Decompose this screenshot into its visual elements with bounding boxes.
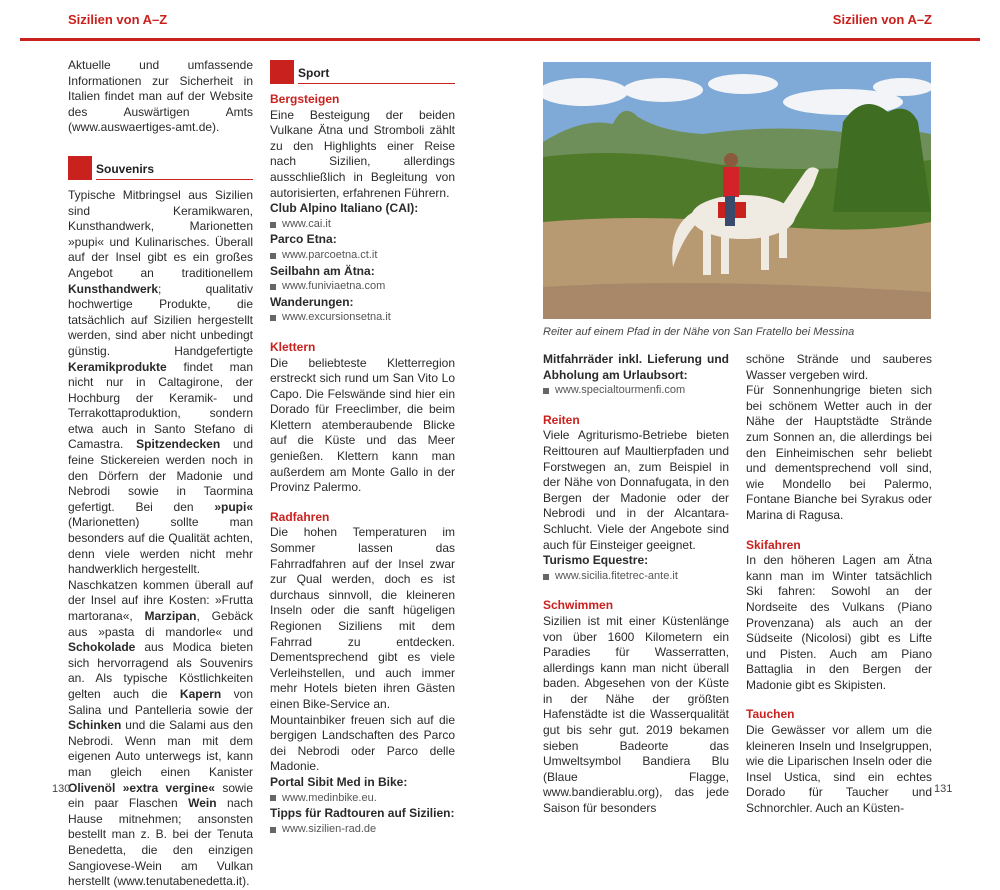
rider-photo [543, 62, 931, 319]
turismo-link[interactable] [543, 569, 729, 585]
text-run: findet man nicht nur in Caltagirone, der Hochburg der Keramik- und Terrakottaproduktion, sondern etwa auch in Santo Stefano di Camastra. [68, 359, 253, 452]
bullet-square-icon [543, 574, 549, 580]
souvenirs-text [68, 188, 253, 578]
tauchen-title: Tauchen [746, 707, 795, 722]
seilbahn-link-text[interactable]: www.funiviaetna.com [282, 280, 386, 293]
photo-caption: Reiter auf einem Pfad in der Nähe von San Fratello bei Messina [543, 326, 855, 338]
rider-photo-illustration [543, 62, 931, 319]
bullet-square-icon [270, 827, 276, 833]
bold-keyword: Schokolade [68, 640, 136, 655]
column-2 [270, 58, 455, 837]
naschkatzen-text [68, 578, 253, 890]
mitfahr-link[interactable] [543, 383, 729, 399]
sport-heading [270, 60, 455, 84]
column-3 [543, 352, 729, 817]
bold-keyword: Wein [188, 796, 217, 811]
parco-link-text[interactable]: www.parcoetna.ct.it [282, 248, 378, 261]
tauchen-text: Die Gewässer vor allem um die kleineren Inseln und Inselgruppen, wie die Liparischen Inseln oder die Insel Ustica, sind ein echtes Dorado für Taucher und Schnorchler. Auch an Küsten- [746, 723, 932, 816]
turismo-link-text[interactable]: www.sicilia.fitetrec-ante.it [555, 569, 678, 582]
klettern-text: Die beliebteste Kletterregion erstreckt sich rund um San Vito Lo Capo. Die Felswände sind hier ein Dorado für Freeclimber, die beim Klettern atemberaubende Blicke auf die Küste und das Meer genießen. Klettern kann man außerdem am Monte Gallo in der Provinz Palermo. [270, 355, 455, 495]
bullet-square-icon [270, 315, 276, 321]
schwimmen-cont-text: schöne Strände und sauberes Wasser vergeben wird. [746, 352, 932, 382]
souvenirs-title: Souvenirs [96, 162, 253, 180]
bold-keyword: »pupi« [214, 499, 253, 514]
wanderungen-label: Wanderungen: [270, 294, 354, 309]
mitfahr-label: Mitfahrräder inkl. Lieferung und Abholung am Urlaubsort: [543, 352, 729, 382]
mountainbike-text: Mountainbiker freuen sich auf die bergigen Landschaften des Parco dei Nebrodi oder Parco delle Madonie. [270, 712, 455, 774]
page-number-left: 130 [52, 783, 71, 795]
bold-keyword: Kunsthandwerk [68, 281, 159, 296]
klettern-title: Klettern [270, 339, 316, 354]
tipps-link-text[interactable]: www.sizilien-rad.de [282, 822, 377, 835]
mitfahr-link-text[interactable]: www.specialtourmenfi.com [555, 384, 686, 397]
skifahren-text: In den höheren Lagen am Ätna kann man im Winter tatsächlich Ski fahren: Sowohl an der Nordseite des Vulkans (Piano Provenzana) als auch an der Südseite (Nicolosi) gibt es Lifte und Pisten. Auch am Piano Battaglia in den Bergen der Madonie gibt es Skipisten. [746, 553, 932, 692]
red-square-marker [68, 156, 92, 180]
cai-label: Club Alpino Italiano (CAI): [270, 201, 419, 216]
cai-link[interactable] [270, 217, 455, 233]
radfahren-text: Die hohen Temperaturen im Sommer lassen das Fahrradfahren auf der Insel zwar zur Qual werden, doch es ist durchaus sinnvoll, die kleineren Inseln oder die sanft hügeligen Regionen Siziliens mit dem Fahrrad zu entdecken. Dementsprechend gibt es viele Verleihstellen, und auch immer mehr Hotels bieten ihren Gästen einen Bike-Service an. [270, 525, 455, 711]
text-run: und die Salami aus den Nebrodi. Wenn man mit dem eigenen Auto unterwegs ist, kann man gleich einen Kanister [68, 718, 253, 779]
seilbahn-label: Seilbahn am Ätna: [270, 263, 375, 278]
bold-keyword: Spitzendecken [136, 437, 221, 452]
bold-keyword: Schinken [68, 718, 122, 733]
column-4 [746, 352, 932, 817]
reiten-text: Viele Agriturismo-Betriebe bieten Reittouren auf Maultierpfaden und Forstwegen an, zum Beispiel in der Nähe von Donnafugata, in den Bergen der Madonie oder der Nebrodi und in der Alcantara-Schlucht. Viele der Angebote sind auch für Einsteiger geeignet. [543, 428, 729, 552]
tipps-link[interactable] [270, 822, 455, 838]
turismo-label: Turismo Equestre: [543, 553, 649, 568]
skifahren-title: Skifahren [746, 537, 801, 552]
tipps-label: Tipps für Radtouren auf Sizilien: [270, 806, 455, 821]
text-run: (Marionetten) sollte man besonders auf die Qualität achten, denn viele werden nicht mehr handwerklich hergestellt. [68, 515, 253, 577]
running-head-right: Sizilien von A–Z [832, 12, 932, 27]
text-run: , Gebäck aus »pasta di mandorle« und [68, 609, 253, 639]
bullet-square-icon [543, 388, 549, 394]
radfahren-title: Radfahren [270, 509, 330, 524]
bullet-square-icon [270, 795, 276, 801]
portal-link-text[interactable]: www.medinbike.eu. [282, 791, 377, 804]
bullet-square-icon [270, 284, 276, 290]
bold-keyword: Marzipan [144, 609, 197, 623]
wanderungen-link[interactable] [270, 310, 455, 326]
running-head-left: Sizilien von A–Z [68, 12, 168, 27]
text-run: von Salina und Pantelleria sowie der [68, 686, 254, 717]
wanderungen-link-text[interactable]: www.excursionsetna.it [282, 311, 391, 324]
header-rule [20, 38, 980, 41]
text-run: aus Modica bieten sich hervorragend als Souvenirs an. Als typische Köstlichkeiten gelten auch die [68, 640, 253, 701]
portal-link[interactable] [270, 791, 455, 807]
page-number-right: 131 [934, 783, 953, 795]
text-run: Typische Mitbringsel aus Sizilien sind Keramikwaren, Kunsthandwerk, Marionetten »pupi« und Kulinarisches. Überall auf der Insel gibt es ein großes Angebot an traditionellem [68, 187, 253, 280]
cai-link-text[interactable]: www.cai.it [282, 217, 331, 230]
bold-keyword: Keramikprodukte [68, 359, 167, 374]
seilbahn-link[interactable] [270, 279, 455, 295]
text-run: ; qualitativ hochwertige Produkte, die tatsächlich auf Sizilien hergestellt werden, sind aber nicht unbedingt günstig. Handgefertigte [68, 281, 253, 358]
bergsteigen-title: Bergsteigen [270, 92, 340, 106]
souvenirs-heading [68, 156, 253, 180]
schwimmen-title: Schwimmen [543, 598, 614, 613]
text-run: nach Hause mitnehmen; ansonsten bestellt man z. B. bei der Tenuta Benedetta, die den einzigen Sangiovese-Wein am Vulkan herstellt (www.tenutabenedetta.it). [68, 796, 253, 889]
sport-title: Sport [298, 66, 455, 84]
portal-label: Portal Sibit Med in Bike: [270, 774, 408, 789]
parco-label: Parco Etna: [270, 232, 337, 247]
column-1 [68, 58, 253, 890]
parco-link[interactable] [270, 248, 455, 264]
red-square-marker [270, 60, 294, 84]
bergsteigen-text: Eine Besteigung der beiden Vulkane Ätna und Stromboli zählt zu den Highlights einer Reise nach Sizilien, allerdings ausschließlich in Begleitung von autorisierten, erfahrenen Führern. [270, 107, 455, 200]
reiten-title: Reiten [543, 412, 580, 427]
text-run: sowie ein paar Flaschen [68, 780, 254, 811]
bullet-square-icon [270, 222, 276, 228]
text-run: Naschkatzen kommen überall auf der Insel auf ihre Kosten: »Frutta martorana«, [68, 577, 253, 623]
sonnen-text: Für Sonnenhungrige bieten sich bei schönem Wetter auch in der Nähe der Hauptstädte Strände zum Sonnen an, die allerdings bei den Einheimischen sehr beliebt und dementsprechend voll sind, wie Mondello bei Palermo, Fontane Bianche bei Syrakus oder Marina di Ragusa. [746, 383, 932, 522]
security-intro-text: Aktuelle und umfassende Informationen zur Sicherheit in Italien findet man auf der Website des Auswärtigen Amts (www.auswaertiges-amt.de). [68, 58, 253, 135]
schwimmen-text: Sizilien ist mit einer Küstenlänge von über 1600 Kilometern ein Paradies für Wasserratten, allerdings kann man nicht überall baden. Abgesehen von der Küste in der Nähe der größten Hafenstädte ist die Wasserqualität gut bis sehr gut. 2019 bekamen sieben Badeorte das Umweltsymbol Bandiera Blu (Blaue Flagge, www.bandierablu.org), das jede Saison für besonders [543, 613, 729, 816]
bullet-square-icon [270, 253, 276, 259]
text-run: und feine Stickereien werden noch in den Dörfern der Madonie und Nebrodi sowie in Taormina gefertigt. Bei den [68, 437, 254, 514]
bold-keyword: Olivenöl »extra vergine« [68, 780, 215, 795]
bold-keyword: Kapern [179, 686, 222, 701]
